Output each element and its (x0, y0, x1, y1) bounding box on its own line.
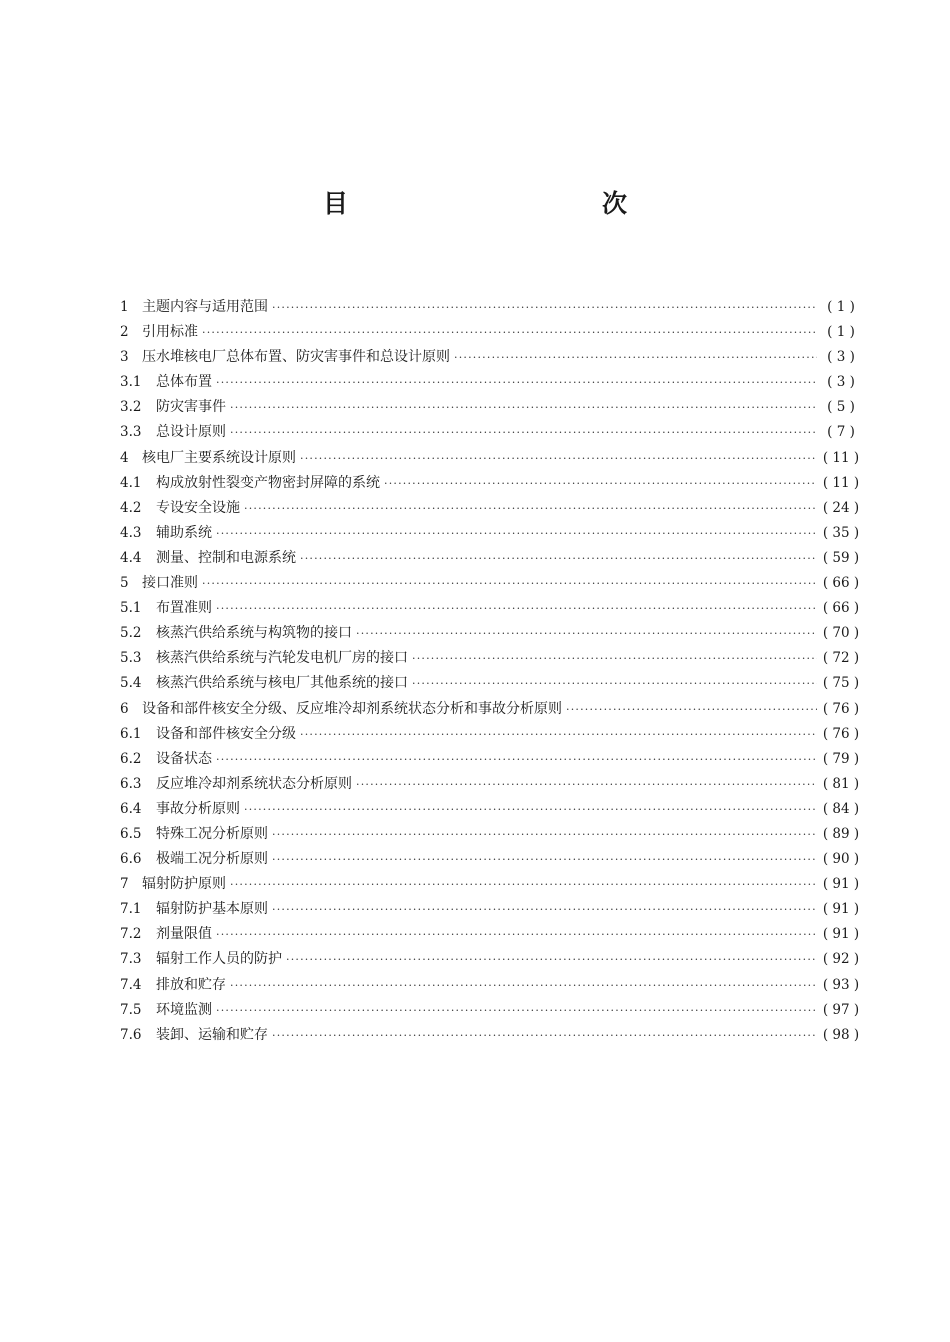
toc-dot-leader (216, 596, 817, 621)
toc-entry-page: ( 98 ) (822, 1026, 860, 1043)
toc-entry-number: 3.3 (120, 424, 142, 441)
toc-entry-title: 排放和贮存 (156, 976, 226, 993)
toc-entry-title: 核蒸汽供给系统与核电厂其他系统的接口 (156, 675, 408, 692)
toc-entry-number: 7.5 (120, 1001, 142, 1018)
toc-dot-leader (286, 947, 817, 972)
toc-entry[interactable] (120, 395, 865, 420)
toc-entry-page: ( 35 ) (822, 524, 860, 541)
toc-entry[interactable] (120, 722, 865, 747)
toc-entry[interactable] (120, 772, 865, 797)
toc-entry-title: 辐射防护原则 (142, 876, 226, 893)
toc-entry-number: 7.6 (120, 1026, 142, 1043)
toc-entry[interactable] (120, 922, 865, 947)
toc-entry-title: 事故分析原则 (156, 800, 240, 817)
toc-dot-leader (216, 747, 817, 772)
toc-dot-leader (244, 496, 817, 521)
toc-entry[interactable] (120, 571, 865, 596)
toc-entry-page: ( 79 ) (822, 750, 860, 767)
toc-entry-number: 7.1 (120, 901, 142, 918)
toc-entry-title: 反应堆冷却剂系统状态分析原则 (156, 775, 352, 792)
toc-entry-page: ( 97 ) (822, 1001, 860, 1018)
toc-dot-leader (454, 345, 817, 370)
toc-entry[interactable] (120, 947, 865, 972)
toc-entry-page: ( 91 ) (822, 901, 860, 918)
toc-entry-page: ( 75 ) (822, 675, 860, 692)
toc-entry-title: 设备和部件核安全分级 (156, 725, 296, 742)
toc-dot-leader (272, 847, 817, 872)
toc-entry[interactable] (120, 546, 865, 571)
toc-entry[interactable] (120, 446, 865, 471)
toc-dot-leader (384, 471, 817, 496)
toc-entry-page: ( 3 ) (827, 374, 855, 391)
toc-entry-title: 防灾害事件 (156, 399, 226, 416)
toc-entry-page: ( 11 ) (822, 474, 860, 491)
toc-entry-number: 3.1 (120, 374, 142, 391)
toc-dot-leader (216, 998, 817, 1023)
toc-dot-leader (272, 1023, 817, 1048)
toc-entry-number: 7.4 (120, 976, 142, 993)
toc-entry[interactable] (120, 872, 865, 897)
toc-entry-number: 4.3 (120, 524, 142, 541)
toc-entry-number: 3.2 (120, 399, 142, 416)
table-of-contents (120, 295, 865, 1048)
toc-entry-title: 特殊工况分析原则 (156, 825, 268, 842)
toc-entry-page: ( 93 ) (822, 976, 860, 993)
toc-dot-leader (356, 621, 817, 646)
toc-entry-page: ( 91 ) (822, 926, 860, 943)
toc-entry[interactable] (120, 471, 865, 496)
toc-entry[interactable] (120, 697, 865, 722)
toc-entry-title: 接口准则 (142, 575, 198, 592)
toc-entry[interactable] (120, 596, 865, 621)
toc-entry[interactable] (120, 973, 865, 998)
toc-entry-number: 5.4 (120, 675, 142, 692)
toc-entry-title: 设备和部件核安全分级、反应堆冷却剂系统状态分析和事故分析原则 (142, 700, 562, 717)
toc-entry-page: ( 70 ) (822, 625, 860, 642)
toc-entry-title: 构成放射性裂变产物密封屏障的系统 (156, 474, 380, 491)
toc-entry-title: 辅助系统 (156, 524, 212, 541)
toc-entry[interactable] (120, 897, 865, 922)
toc-entry-number: 6.4 (120, 800, 142, 817)
toc-entry-title: 剂量限值 (156, 926, 212, 943)
toc-entry[interactable] (120, 671, 865, 696)
toc-dot-leader (272, 897, 817, 922)
toc-entry-page: ( 90 ) (822, 851, 860, 868)
toc-entry[interactable] (120, 646, 865, 671)
toc-dot-leader (566, 697, 817, 722)
toc-entry-number: 6.1 (120, 725, 142, 742)
toc-entry[interactable] (120, 420, 865, 445)
toc-entry-number: 6.3 (120, 775, 142, 792)
toc-entry-title: 主题内容与适用范围 (142, 299, 268, 315)
toc-entry[interactable] (120, 797, 865, 822)
toc-dot-leader (216, 922, 817, 947)
toc-entry-title: 装卸、运输和贮存 (156, 1026, 268, 1043)
toc-entry-number: 6.6 (120, 851, 142, 868)
toc-entry-page: ( 5 ) (827, 399, 855, 416)
toc-dot-leader (300, 446, 817, 471)
toc-dot-leader (230, 973, 817, 998)
toc-entry-number: 6.5 (120, 825, 142, 842)
toc-dot-leader (202, 320, 817, 345)
toc-entry-number: 4.2 (120, 499, 142, 516)
toc-entry-title: 总设计原则 (156, 424, 226, 441)
toc-entry-page: ( 1 ) (827, 324, 855, 341)
toc-entry-title: 设备状态 (156, 750, 212, 767)
toc-dot-leader (412, 671, 817, 696)
toc-entry-number: 7 (120, 876, 129, 893)
toc-entry-page: ( 7 ) (827, 424, 855, 441)
toc-dot-leader (272, 822, 817, 847)
toc-entry[interactable] (120, 345, 865, 370)
toc-entry-page: ( 76 ) (822, 700, 860, 717)
toc-entry[interactable] (120, 496, 865, 521)
toc-entry-page: ( 24 ) (822, 499, 860, 516)
toc-entry-title: 测量、控制和电源系统 (156, 549, 296, 566)
toc-dot-leader (230, 420, 817, 445)
toc-entry-title: 辐射防护基本原则 (156, 901, 268, 918)
toc-entry-title: 专设安全设施 (156, 499, 240, 516)
toc-entry[interactable] (120, 747, 865, 772)
toc-dot-leader (300, 546, 817, 571)
toc-entry[interactable] (120, 295, 865, 320)
toc-entry[interactable] (120, 370, 865, 395)
toc-dot-leader (216, 521, 817, 546)
toc-dot-leader (272, 295, 817, 320)
toc-dot-leader (244, 797, 817, 822)
toc-dot-leader (202, 571, 817, 596)
toc-entry[interactable] (120, 320, 865, 345)
toc-entry-number: 3 (120, 349, 129, 366)
toc-entry-number: 5.2 (120, 625, 142, 642)
toc-entry-page: ( 3 ) (827, 349, 855, 366)
toc-entry-number: 7.2 (120, 926, 142, 943)
toc-entry-title: 辐射工作人员的防护 (156, 951, 282, 968)
toc-dot-leader (356, 772, 817, 797)
toc-entry-page: ( 66 ) (822, 575, 860, 592)
toc-entry-title: 布置准则 (156, 600, 212, 617)
toc-entry-number: 4.4 (120, 549, 142, 566)
toc-entry-number: 6 (120, 700, 129, 717)
toc-entry-title: 压水堆核电厂总体布置、防灾害事件和总设计原则 (142, 349, 450, 366)
toc-entry[interactable] (120, 621, 865, 646)
toc-entry-number: 4.1 (120, 474, 142, 491)
toc-entry-number: 5.1 (120, 600, 142, 617)
toc-dot-leader (300, 722, 817, 747)
toc-entry-page: ( 11 ) (822, 449, 860, 466)
toc-entry-page: ( 59 ) (822, 549, 860, 566)
toc-dot-leader (412, 646, 817, 671)
toc-entry-page: ( 72 ) (822, 650, 860, 667)
toc-entry-number: 2 (120, 324, 129, 341)
toc-entry[interactable] (120, 847, 865, 872)
toc-entry-title: 核蒸汽供给系统与构筑物的接口 (156, 625, 352, 642)
toc-entry-page: ( 66 ) (822, 600, 860, 617)
toc-entry-page: ( 91 ) (822, 876, 860, 893)
toc-entry-number: 6.2 (120, 750, 142, 767)
toc-dot-leader (230, 395, 817, 420)
toc-entry-title: 环境监测 (156, 1001, 212, 1018)
toc-entry-title: 核蒸汽供给系统与汽轮发电机厂房的接口 (156, 650, 408, 667)
toc-entry-number: 5.3 (120, 650, 142, 667)
toc-entry-page: ( 84 ) (822, 800, 860, 817)
toc-entry-title: 极端工况分析原则 (156, 851, 268, 868)
toc-entry[interactable] (120, 822, 865, 847)
toc-entry[interactable] (120, 1023, 865, 1048)
toc-entry-title: 核电厂主要系统设计原则 (142, 449, 296, 466)
toc-entry-number: 4 (120, 449, 129, 466)
toc-entry-page: ( 76 ) (822, 725, 860, 742)
page-title: 目 次 (322, 189, 695, 218)
toc-entry-page: ( 81 ) (822, 775, 860, 792)
toc-dot-leader (216, 370, 817, 395)
toc-entry-number: 5 (120, 575, 129, 592)
toc-entry-title: 总体布置 (156, 374, 212, 391)
toc-entry[interactable] (120, 998, 865, 1023)
toc-entry-page: ( 1 ) (827, 299, 855, 315)
toc-entry-number: 1 (120, 299, 129, 315)
toc-entry-page: ( 92 ) (822, 951, 860, 968)
toc-entry-number: 7.3 (120, 951, 142, 968)
toc-entry-page: ( 89 ) (822, 825, 860, 842)
toc-dot-leader (230, 872, 817, 897)
toc-entry[interactable] (120, 521, 865, 546)
toc-entry-title: 引用标准 (142, 324, 198, 341)
